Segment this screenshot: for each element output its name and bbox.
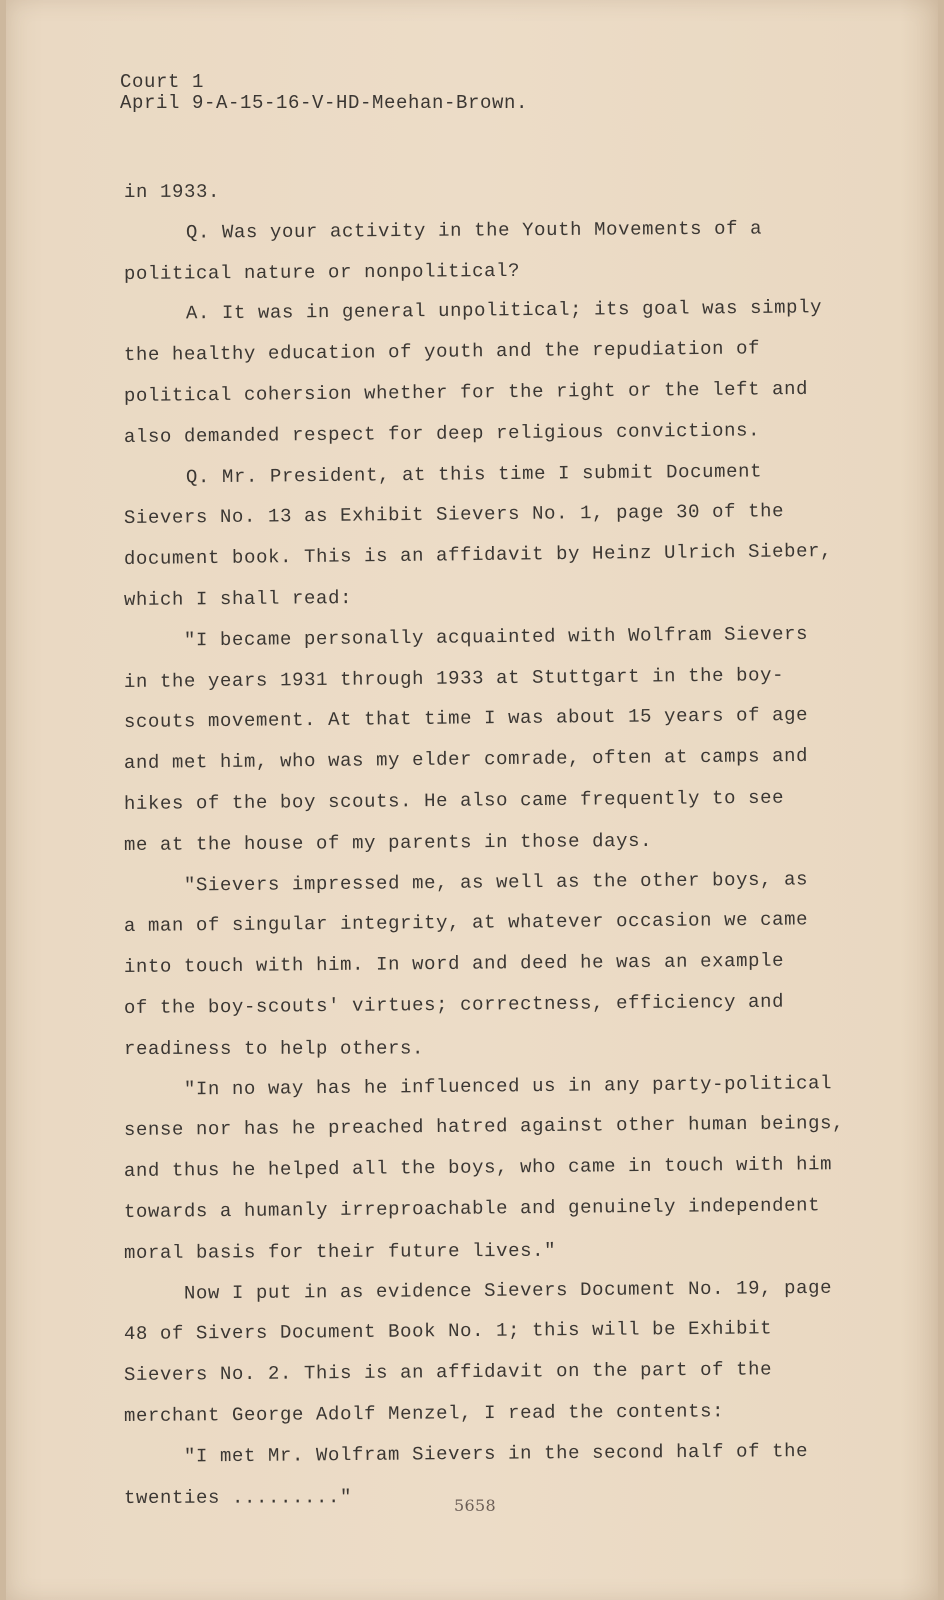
quote-line: me at the house of my parents in those days. bbox=[123, 829, 653, 856]
text-line: political cohersion whether for the right or the left and bbox=[123, 377, 809, 407]
quote-line: of the boy-scouts' virtues; correctness, efficiency and bbox=[123, 990, 785, 1019]
quote-line: and met him, who was my elder comrade, often at camps and bbox=[123, 744, 809, 775]
text-line: merchant George Adolf Menzel, I read the contents: bbox=[123, 1400, 725, 1427]
text-line: which I shall read: bbox=[123, 586, 353, 611]
text-line: document book. This is an affidavit by Heinz Ulrich Sieber, bbox=[123, 540, 833, 571]
quote-line: twenties ........." bbox=[123, 1485, 353, 1509]
quote-line: and thus he helped all the boys, who came in touch with him bbox=[123, 1153, 833, 1183]
quote-line: a man of singular integrity, at whatever occasion we came bbox=[123, 908, 809, 938]
question-line: Q. Was your activity in the Youth Movements of a bbox=[185, 217, 763, 244]
court-label: Court 1 bbox=[120, 71, 205, 93]
quote-line: hikes of the boy scouts. He also came frequently to see bbox=[123, 786, 785, 815]
text-line: Sievers No. 13 as Exhibit Sievers No. 1, page 30 of the bbox=[123, 500, 785, 530]
transcript-body bbox=[124, 172, 844, 1518]
document-header bbox=[120, 72, 528, 114]
quote-line: "Sievers impressed me, as well as the other boys, as bbox=[183, 867, 809, 896]
page-number: 5658 bbox=[454, 1496, 496, 1515]
text-line: also demanded respect for deep religious convictions. bbox=[123, 419, 761, 448]
text-line: Sievers No. 2. This is an affidavit on the part of the bbox=[123, 1358, 773, 1387]
text-line: in 1933. bbox=[123, 180, 221, 203]
quote-line: "I became personally acquainted with Wolfram Sievers bbox=[183, 622, 809, 652]
text-line: Now I put in as evidence Sievers Document No. 19, page bbox=[183, 1276, 833, 1304]
quote-line: "In no way has he influenced us in any party-political bbox=[183, 1071, 833, 1100]
text-line: the healthy education of youth and the repudiation of bbox=[123, 337, 761, 367]
quote-line: "I met Mr. Wolfram Sievers in the second half of the bbox=[183, 1439, 809, 1468]
quote-line: readiness to help others. bbox=[123, 1037, 425, 1060]
answer-line: A. It was in general unpolitical; its goal was simply bbox=[185, 296, 823, 325]
quote-line: scouts movement. At that time I was about 15 years of age bbox=[123, 704, 809, 734]
session-reference: April 9-A-15-16-V-HD-Meehan-Brown. bbox=[120, 92, 529, 114]
quote-line: into touch with him. In word and deed he was an example bbox=[123, 949, 785, 979]
text-line: 48 of Sivers Document Book No. 1; this will be Exhibit bbox=[123, 1317, 773, 1346]
document-page bbox=[6, 0, 938, 1600]
quote-line: towards a humanly irreproachable and genuinely independent bbox=[123, 1194, 821, 1223]
quote-line: moral basis for their future lives." bbox=[123, 1239, 557, 1264]
quote-line: in the years 1931 through 1933 at Stuttgart in the boy- bbox=[123, 663, 785, 693]
text-line: political nature or nonpolitical? bbox=[123, 259, 521, 285]
question-line: Q. Mr. President, at this time I submit Document bbox=[185, 459, 763, 488]
quote-line: sense nor has he preached hatred against other human beings, bbox=[123, 1112, 845, 1142]
